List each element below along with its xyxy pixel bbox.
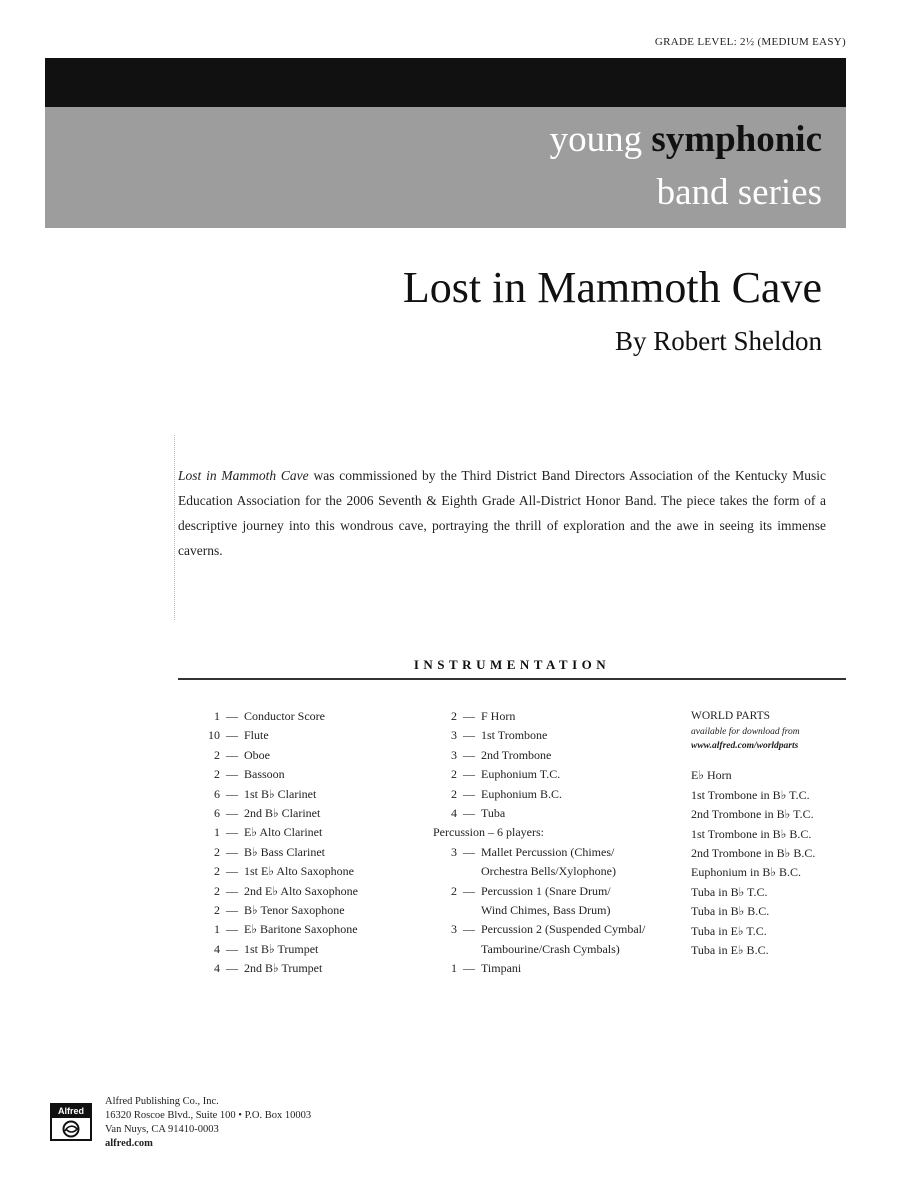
world-parts-list — [691, 766, 851, 960]
instrument-count: 6 — [214, 786, 220, 801]
instrument-count: 2 — [214, 747, 220, 762]
instrument-row — [433, 882, 673, 901]
percussion-list — [433, 843, 673, 979]
instrument-dash: — — [226, 883, 238, 898]
grade-level: GRADE LEVEL: 2½ (MEDIUM EASY) — [654, 36, 846, 48]
publisher-name: Alfred Publishing Co., Inc. — [105, 1096, 219, 1107]
instrument-count: 2 — [451, 786, 457, 801]
instrument-name: Percussion 1 (Snare Drum/ — [481, 883, 611, 898]
composer-byline: By Robert Sheldon — [615, 326, 822, 356]
instrument-row — [433, 746, 673, 765]
instrumentation-heading: INSTRUMENTATION — [413, 657, 611, 672]
alfred-logo — [50, 1103, 92, 1141]
instrument-dash: — — [463, 747, 475, 762]
instrument-count: 4 — [214, 941, 220, 956]
program-note-text: was commissioned by the Third District Band Directors Association of the Kentucky Music Education Association for the 2006 Seventh & Eighth Grade All-District Honor Band. The piece takes the form of a descriptive journey into this wondrous cave, portraying the thrill of exploration and the awe in seeing its immense caverns. — [178, 468, 826, 558]
instrument-name: B♭ Bass Clarinet — [244, 844, 325, 859]
instrument-dash: — — [463, 786, 475, 801]
instrumentation-column-2 — [433, 707, 673, 979]
instrument-name: Tambourine/Crash Cymbals) — [481, 941, 620, 956]
instrument-dash: — — [463, 728, 475, 743]
series-line-2: band series — [656, 172, 822, 213]
instrument-count: 3 — [451, 747, 457, 762]
program-note — [178, 463, 826, 563]
instrument-name: Wind Chimes, Bass Drum) — [481, 903, 611, 918]
instrument-count: 2 — [214, 767, 220, 782]
instrument-count: 2 — [214, 844, 220, 859]
header-bar — [45, 58, 846, 107]
instrument-dash: — — [463, 844, 475, 859]
instrument-row — [196, 843, 416, 862]
instrument-name: 2nd E♭ Alto Saxophone — [244, 883, 358, 898]
world-part-item: Euphonium in B♭ B.C. — [691, 865, 802, 880]
instrument-dash: — — [226, 961, 238, 976]
instrument-count: 1 — [214, 825, 220, 840]
instrument-row — [196, 920, 416, 939]
instrument-count: 2 — [451, 883, 457, 898]
instrument-row — [196, 726, 416, 745]
series-title — [550, 113, 822, 219]
alfred-logo-icon — [60, 1120, 82, 1138]
instrument-name: 2nd B♭ Clarinet — [244, 806, 321, 821]
world-parts-note: available for download from — [691, 727, 800, 738]
instrument-name: Orchestra Bells/Xylophone) — [481, 864, 616, 879]
instrument-row — [433, 726, 673, 745]
series-word-symphonic: symphonic — [651, 119, 822, 160]
instrument-dash: — — [463, 767, 475, 782]
instrument-name: Conductor Score — [244, 709, 325, 723]
instrument-row — [196, 901, 416, 920]
instrument-row — [196, 959, 416, 978]
publisher-website-link[interactable]: alfred.com — [105, 1138, 153, 1149]
instrument-count: 2 — [214, 903, 220, 918]
instrument-row — [433, 843, 673, 862]
world-parts-spacer — [691, 753, 851, 766]
instrument-name: Bassoon — [244, 767, 285, 782]
page-title: Lost in Mammoth Cave — [402, 263, 822, 312]
instrument-dash: — — [463, 883, 475, 898]
instrument-dash: — — [226, 767, 238, 782]
instrument-row — [196, 804, 416, 823]
world-part-item: Tuba in E♭ B.C. — [691, 943, 769, 958]
instrument-count: 4 — [451, 806, 457, 821]
instrument-dash: — — [226, 806, 238, 821]
instrument-count: 3 — [451, 844, 457, 859]
instrument-count: 2 — [214, 883, 220, 898]
publisher-address-1: 16320 Roscoe Blvd., Suite 100 • P.O. Box 10003 — [105, 1110, 312, 1121]
instrument-name: Oboe — [244, 747, 270, 762]
instrument-count: 1 — [214, 709, 220, 723]
instrument-row — [433, 920, 673, 939]
instrument-name: B♭ Tenor Saxophone — [244, 903, 345, 918]
instrument-name: Percussion 2 (Suspended Cymbal/ — [481, 922, 646, 937]
world-parts-column — [691, 707, 851, 960]
instrument-count: 4 — [214, 961, 220, 976]
instrument-name: 2nd B♭ Trumpet — [244, 961, 323, 976]
world-part-item: Tuba in E♭ T.C. — [691, 923, 767, 938]
brass-list — [433, 707, 673, 823]
instrument-name: Timpani — [481, 961, 522, 976]
publisher-address-2: Van Nuys, CA 91410-0003 — [105, 1124, 219, 1135]
instrumentation-divider — [178, 678, 846, 680]
instrument-name: E♭ Alto Clarinet — [244, 825, 323, 840]
instrument-row-continued — [433, 940, 673, 959]
instrument-row — [433, 785, 673, 804]
instrument-dash: — — [226, 747, 238, 762]
instrument-row-continued — [433, 862, 673, 881]
instrument-name: 1st B♭ Clarinet — [244, 786, 317, 801]
instrument-count: 2 — [451, 767, 457, 782]
instrument-row — [196, 746, 416, 765]
instrument-dash: — — [226, 941, 238, 956]
instrument-dash: — — [463, 709, 475, 723]
instrumentation-column-1 — [196, 707, 416, 979]
program-note-title: Lost in Mammoth Cave — [178, 468, 309, 483]
instrument-name: Euphonium B.C. — [481, 786, 563, 801]
world-parts-heading: WORLD PARTS — [691, 710, 771, 722]
instrument-row — [196, 862, 416, 881]
instrument-count: 1 — [451, 961, 457, 976]
series-banner — [45, 107, 846, 228]
instrument-count: 2 — [214, 864, 220, 879]
instrument-row — [433, 707, 673, 726]
world-part-item: 1st Trombone in B♭ B.C. — [691, 826, 812, 841]
instrument-row — [196, 785, 416, 804]
instrument-row-continued — [433, 901, 673, 920]
instrument-count: 2 — [451, 709, 457, 723]
instrument-dash: — — [463, 806, 475, 821]
instrument-row — [196, 765, 416, 784]
instrument-dash: — — [226, 786, 238, 801]
instrument-name: 2nd Trombone — [481, 747, 552, 762]
instrument-name: Mallet Percussion (Chimes/ — [481, 844, 615, 859]
world-part-item: Tuba in B♭ B.C. — [691, 904, 770, 919]
instrument-name: Flute — [244, 728, 269, 743]
instrument-dash: — — [226, 825, 238, 840]
world-part-item: E♭ Horn — [691, 768, 732, 783]
instrument-count: 3 — [451, 922, 457, 937]
instrument-row — [433, 765, 673, 784]
instrument-name: 1st B♭ Trumpet — [244, 941, 319, 956]
instrument-name: F Horn — [481, 709, 516, 723]
instrument-name: 1st Trombone — [481, 728, 548, 743]
instrument-dash: — — [226, 709, 238, 723]
world-parts-link[interactable]: www.alfred.com/worldparts — [691, 741, 799, 752]
world-part-item: Tuba in B♭ T.C. — [691, 884, 768, 899]
instrument-name: 1st E♭ Alto Saxophone — [244, 864, 354, 879]
instrument-count: 1 — [214, 922, 220, 937]
instrument-row — [433, 959, 673, 978]
world-part-item: 1st Trombone in B♭ T.C. — [691, 787, 810, 802]
instrument-dash: — — [226, 903, 238, 918]
instrument-count: 3 — [451, 728, 457, 743]
instrument-dash: — — [226, 864, 238, 879]
instrument-dash: — — [226, 844, 238, 859]
margin-rule — [174, 435, 175, 620]
alfred-logo-text: Alfred — [52, 1105, 90, 1118]
instrument-row — [196, 940, 416, 959]
instrument-row — [196, 823, 416, 842]
instrument-count: 10 — [208, 728, 220, 743]
world-part-item: 2nd Trombone in B♭ T.C. — [691, 807, 814, 822]
instrument-name: E♭ Baritone Saxophone — [244, 922, 358, 937]
instrument-dash: — — [463, 922, 475, 937]
series-line-1 — [550, 113, 822, 166]
instrument-name: Euphonium T.C. — [481, 767, 561, 782]
world-part-item: 2nd Trombone in B♭ B.C. — [691, 846, 816, 861]
series-word-young: young — [549, 119, 643, 160]
publisher-info — [105, 1095, 311, 1151]
instrument-dash: — — [226, 922, 238, 937]
instrument-row — [196, 882, 416, 901]
percussion-heading: Percussion – 6 players: — [433, 825, 544, 840]
instrument-dash: — — [226, 728, 238, 743]
instrument-row — [433, 804, 673, 823]
instrument-count: 6 — [214, 806, 220, 821]
instrument-name: Tuba — [481, 806, 506, 821]
instrument-row — [196, 707, 416, 726]
instrument-dash: — — [463, 961, 475, 976]
